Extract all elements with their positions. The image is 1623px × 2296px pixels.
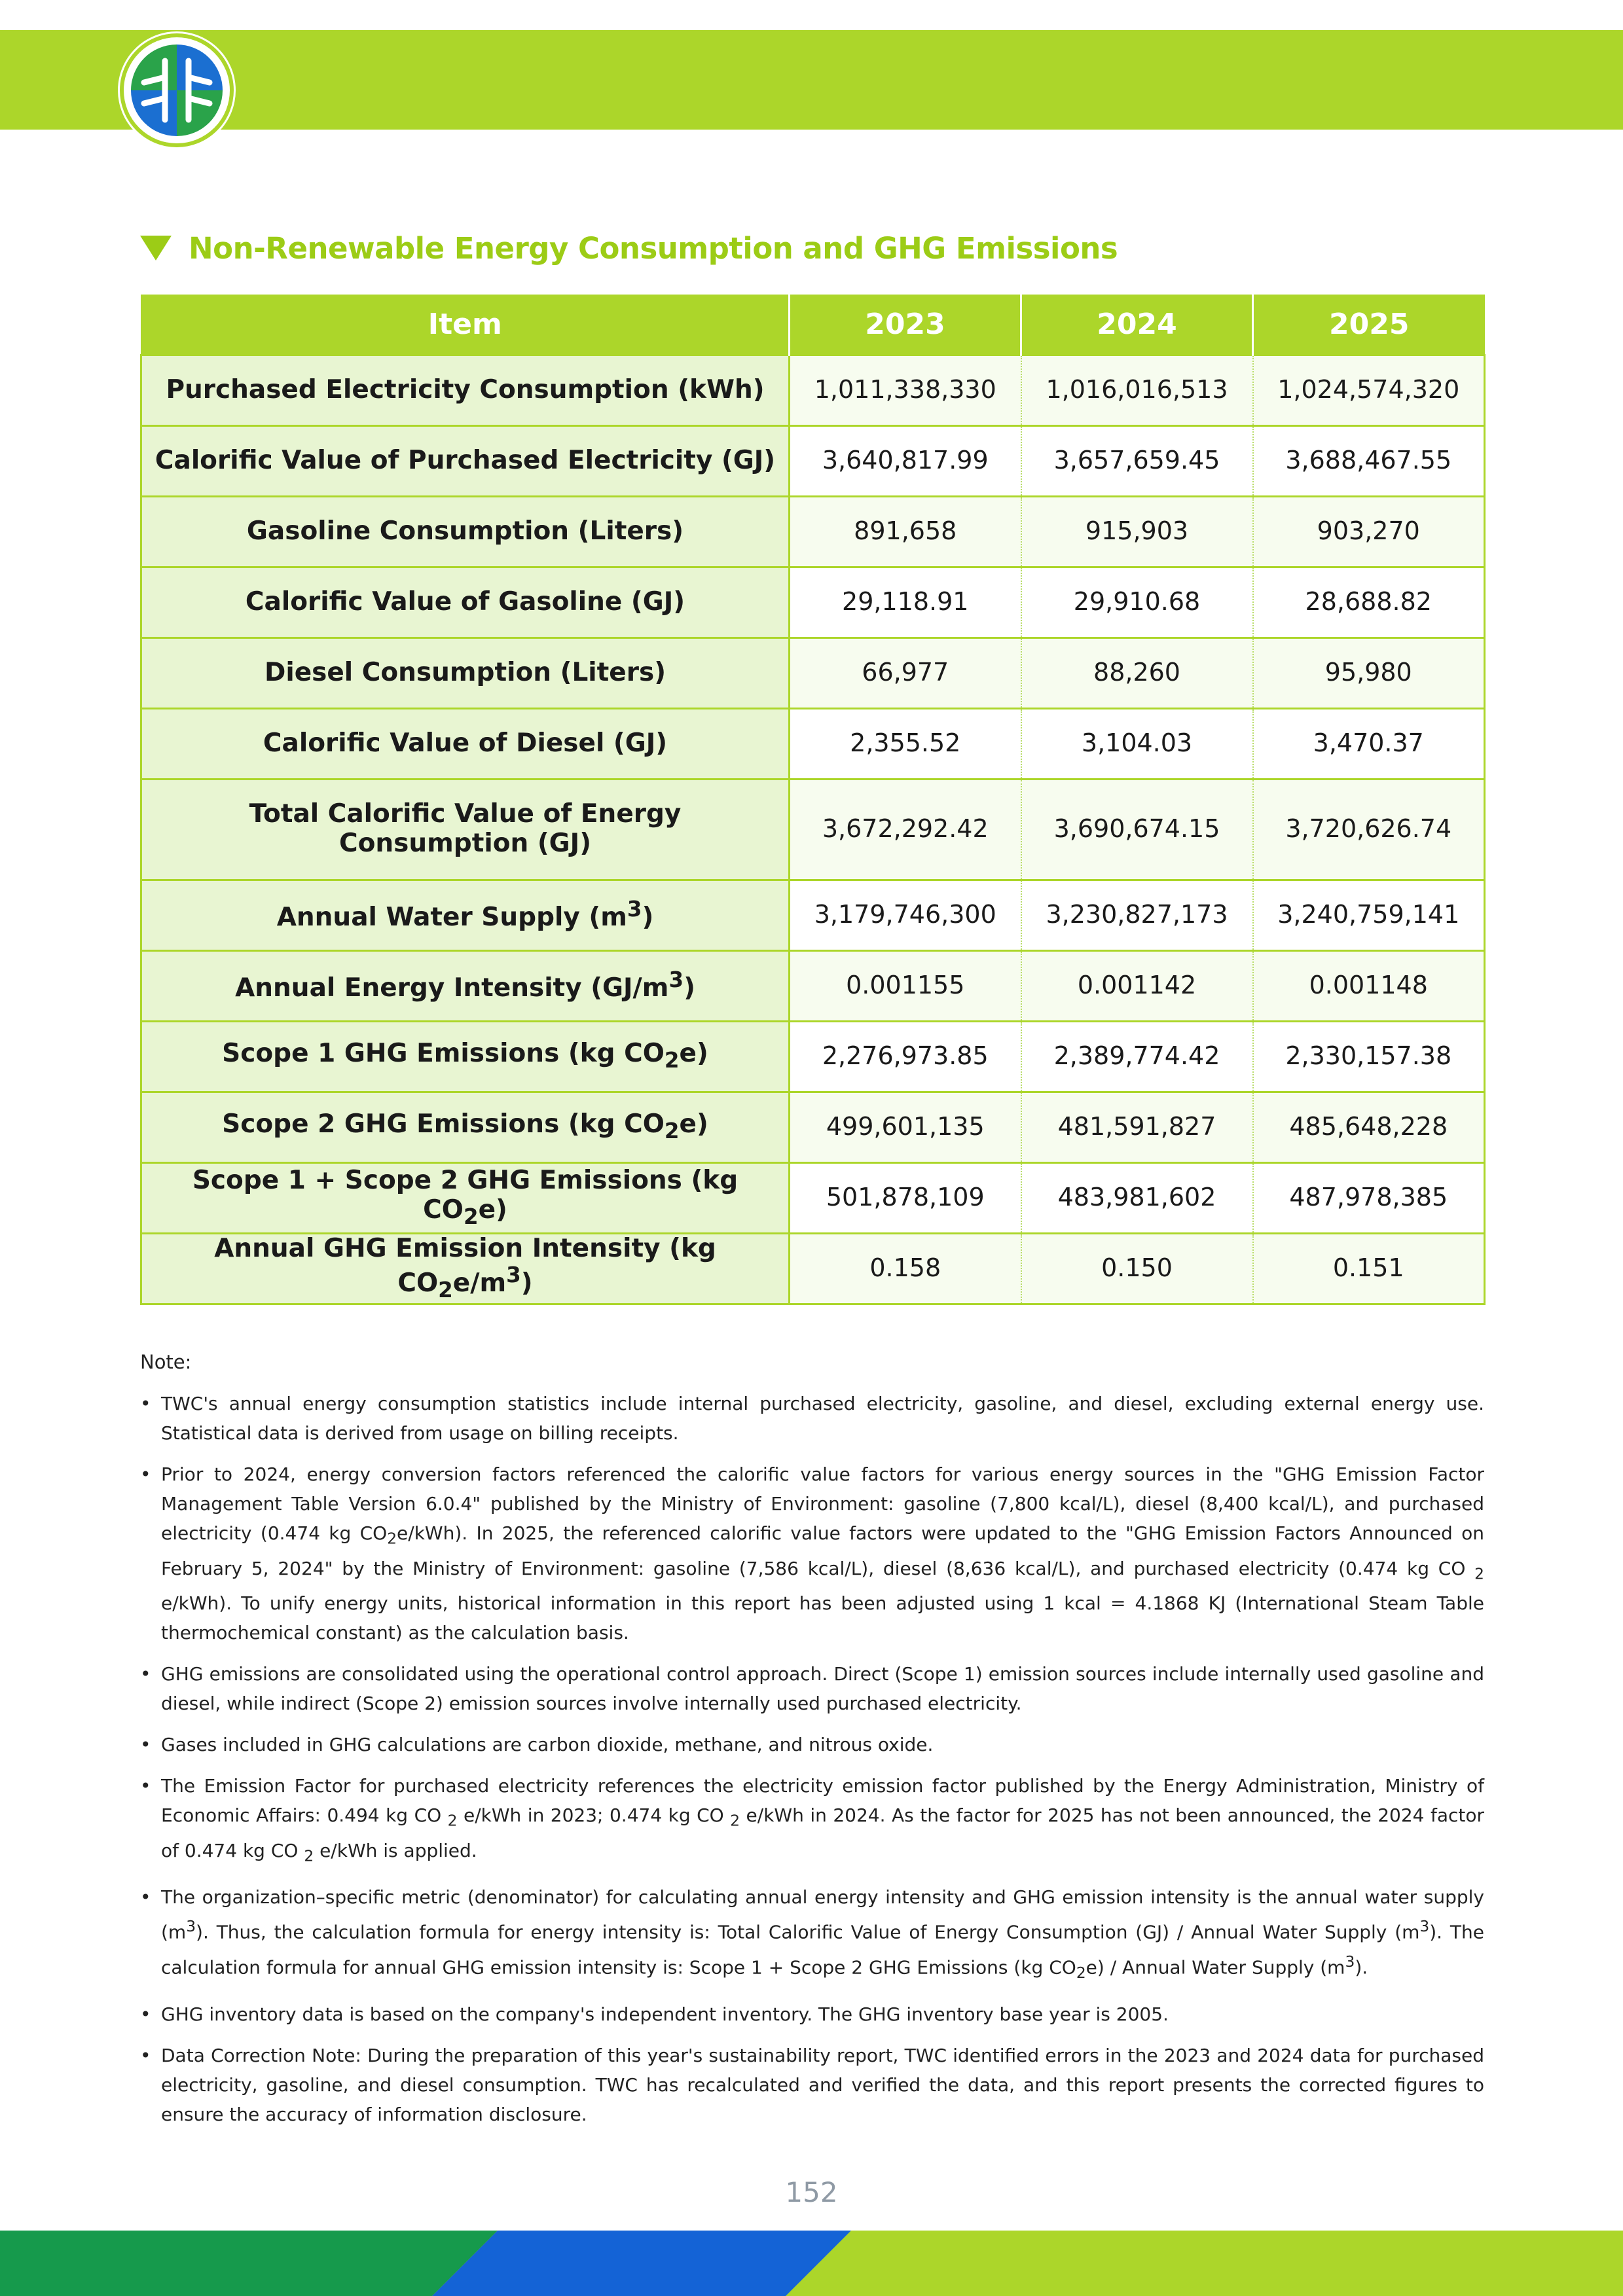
cell-2024: 1,016,016,513 (1021, 355, 1253, 425)
table-row (141, 880, 1485, 950)
cell-2025: 2,330,157.38 (1253, 1021, 1485, 1092)
cell-2024: 3,690,674.15 (1021, 779, 1253, 880)
section-heading (140, 225, 1118, 271)
cell-2023: 29,118.91 (790, 567, 1021, 637)
notes-title: Note: (140, 1351, 192, 1373)
cell-2023: 3,640,817.99 (790, 425, 1021, 496)
cell-2023: 1,011,338,330 (790, 355, 1021, 425)
note-item: • The Emission Factor for purchased electricity references the electricity emission factor published by the Energy Administration, Ministry of Economic Affairs: 0.494 kg CO $_2$ e/kWh in 2023; 0.474 kg CO $_2$ e/kWh in 2024. As the factor for 2025 has not been announced, the 2024 factor of 0.474 kg CO $_2$ e/kWh is applied. (140, 1771, 1484, 1871)
row-label-line1: Total Calorific Value of Energy (249, 799, 682, 829)
row-label: Purchased Electricity Consumption (kWh) (141, 355, 790, 425)
cell-2023: 0.158 (790, 1233, 1021, 1304)
cell-2023: 3,672,292.42 (790, 779, 1021, 880)
table-row (141, 1021, 1485, 1092)
cell-2024: 0.001142 (1021, 950, 1253, 1021)
table-row (141, 1233, 1485, 1304)
notes-list (140, 1389, 1484, 2129)
row-label: Annual Water Supply $(m^3)$ (141, 880, 790, 950)
cell-2024: 2,389,774.42 (1021, 1021, 1253, 1092)
cell-2025: 1,024,574,320 (1253, 355, 1485, 425)
header-2024: 2024 (1021, 295, 1253, 355)
table-row (141, 708, 1485, 779)
twc-logo-icon (118, 31, 236, 149)
cell-2025: 0.001148 (1253, 950, 1485, 1021)
table-row (141, 567, 1485, 637)
cell-2024: 483,981,602 (1021, 1162, 1253, 1233)
cell-2025: 903,270 (1253, 496, 1485, 567)
note-item: • Data Correction Note: During the preparation of this year's sustainability report, TWC identified errors in the 2023 and 2024 data for purchased electricity, gasoline, and diesel consumption. TWC has recalculated and verified the data, and this report presents the corrected figures to ensure the accuracy of information disclosure. (140, 2041, 1484, 2129)
cell-2023: 2,276,973.85 (790, 1021, 1021, 1092)
cell-2025: 485,648,228 (1253, 1092, 1485, 1162)
cell-2024: 3,230,827,173 (1021, 880, 1253, 950)
cell-2024: 88,260 (1021, 637, 1253, 708)
row-label: Gasoline Consumption (Liters) (141, 496, 790, 567)
row-label: Diesel Consumption (Liters) (141, 637, 790, 708)
note-item: • GHG inventory data is based on the company's independent inventory. The GHG inventory base year is 2005. (140, 2000, 1484, 2029)
cell-2023: 66,977 (790, 637, 1021, 708)
cell-2024: 915,903 (1021, 496, 1253, 567)
row-label: Scope 1 GHG Emissions (kg $CO_2e$) (141, 1021, 790, 1092)
cell-2025: 0.151 (1253, 1233, 1485, 1304)
table-header-row (141, 295, 1485, 355)
cell-2023: 501,878,109 (790, 1162, 1021, 1233)
cell-2023: 0.001155 (790, 950, 1021, 1021)
row-label: Calorific Value of Gasoline (GJ) (141, 567, 790, 637)
cell-2024: 0.150 (1021, 1233, 1253, 1304)
cell-2025: 487,978,385 (1253, 1162, 1485, 1233)
cell-2025: 3,470.37 (1253, 708, 1485, 779)
row-label: Calorific Value of Purchased Electricity (GJ) (141, 425, 790, 496)
cell-2025: 28,688.82 (1253, 567, 1485, 637)
row-label: Annual GHG Emission Intensity (kg $CO_2e/m^3$) (141, 1233, 790, 1304)
row-label: Calorific Value of Diesel (GJ) (141, 708, 790, 779)
note-item: • Prior to 2024, energy conversion factors referenced the calorific value factors for various energy sources in the "GHG Emission Factor Management Table Version 6.0.4" published by the Ministry of Environment: gasoline (7,800 kcal/L), diesel (8,400 kcal/L), and purchased electricity (0.474 kg $CO_2e/kWh$). In 2025, the referenced calorific value factors were updated to the "GHG Emission Factors Announced on February 5, 2024" by the Ministry of Environment: gasoline (7,586 kcal/L), diesel (8,636 kcal/L), and purchased electricity (0.474 kg CO $_2$ e/kWh). To unify energy units, historical information in this report has been adjusted using 1 kcal = 4.1868 KJ (International Steam Table thermochemical constant) as the calculation basis. (140, 1460, 1484, 1647)
cell-2025: 3,240,759,141 (1253, 880, 1485, 950)
table-row (141, 779, 1485, 880)
cell-2023: 3,179,746,300 (790, 880, 1021, 950)
header-item: Item (141, 295, 790, 355)
note-item: • The organization–specific metric (denominator) for calculating annual energy intensity and GHG emission intensity is the annual water supply $(m^3)$. Thus, the calculation formula for energy intensity is: Total Calorific Value of Energy Consumption (GJ) / Annual Water Supply $(m^3)$. The calculation formula for annual GHG emission intensity is: Scope 1 + Scope 2 GHG Emissions (kg $CO_2e$) / Annual Water Supply $(m^3)$. (140, 1882, 1484, 1987)
table-row (141, 950, 1485, 1021)
header-2023: 2023 (790, 295, 1021, 355)
triangle-bullet-icon (140, 236, 172, 260)
cell-2024: 481,591,827 (1021, 1092, 1253, 1162)
table-row (141, 355, 1485, 425)
cell-2025: 3,688,467.55 (1253, 425, 1485, 496)
section-title: Non-Renewable Energy Consumption and GHG Emissions (189, 230, 1118, 266)
notes-section (140, 1351, 1484, 2141)
row-label-line2: Consumption (GJ) (338, 829, 592, 858)
page-number: 152 (785, 2176, 838, 2208)
header-2025: 2025 (1253, 295, 1485, 355)
cell-2025: 95,980 (1253, 637, 1485, 708)
note-item: • Gases included in GHG calculations are carbon dioxide, methane, and nitrous oxide. (140, 1730, 1484, 1759)
table-row (141, 637, 1485, 708)
cell-2024: 3,104.03 (1021, 708, 1253, 779)
table-row (141, 1162, 1485, 1233)
table-row (141, 425, 1485, 496)
cell-2023: 891,658 (790, 496, 1021, 567)
cell-2024: 29,910.68 (1021, 567, 1253, 637)
energy-emissions-table (140, 295, 1486, 1305)
row-label: Scope 2 GHG Emissions (kg $CO_2e$) (141, 1092, 790, 1162)
table-row (141, 496, 1485, 567)
header-band (0, 30, 1623, 130)
row-label: Annual Energy Intensity $(GJ/m^3)$ (141, 950, 790, 1021)
cell-2025: 3,720,626.74 (1253, 779, 1485, 880)
note-item: • GHG emissions are consolidated using the operational control approach. Direct (Scope 1) emission sources include internally used gasoline and diesel, while indirect (Scope 2) emission sources involve internally used purchased electricity. (140, 1659, 1484, 1718)
cell-2023: 2,355.52 (790, 708, 1021, 779)
row-label: Scope 1 + Scope 2 GHG Emissions (kg $CO_2e$) (141, 1162, 790, 1233)
cell-2023: 499,601,135 (790, 1092, 1021, 1162)
cell-2024: 3,657,659.45 (1021, 425, 1253, 496)
note-item: • TWC's annual energy consumption statistics include internal purchased electricity, gasoline, and diesel, excluding external energy use. Statistical data is derived from usage on billing receipts. (140, 1389, 1484, 1448)
footer-color-band (0, 2231, 1623, 2296)
table-row (141, 1092, 1485, 1162)
row-label (141, 779, 790, 880)
